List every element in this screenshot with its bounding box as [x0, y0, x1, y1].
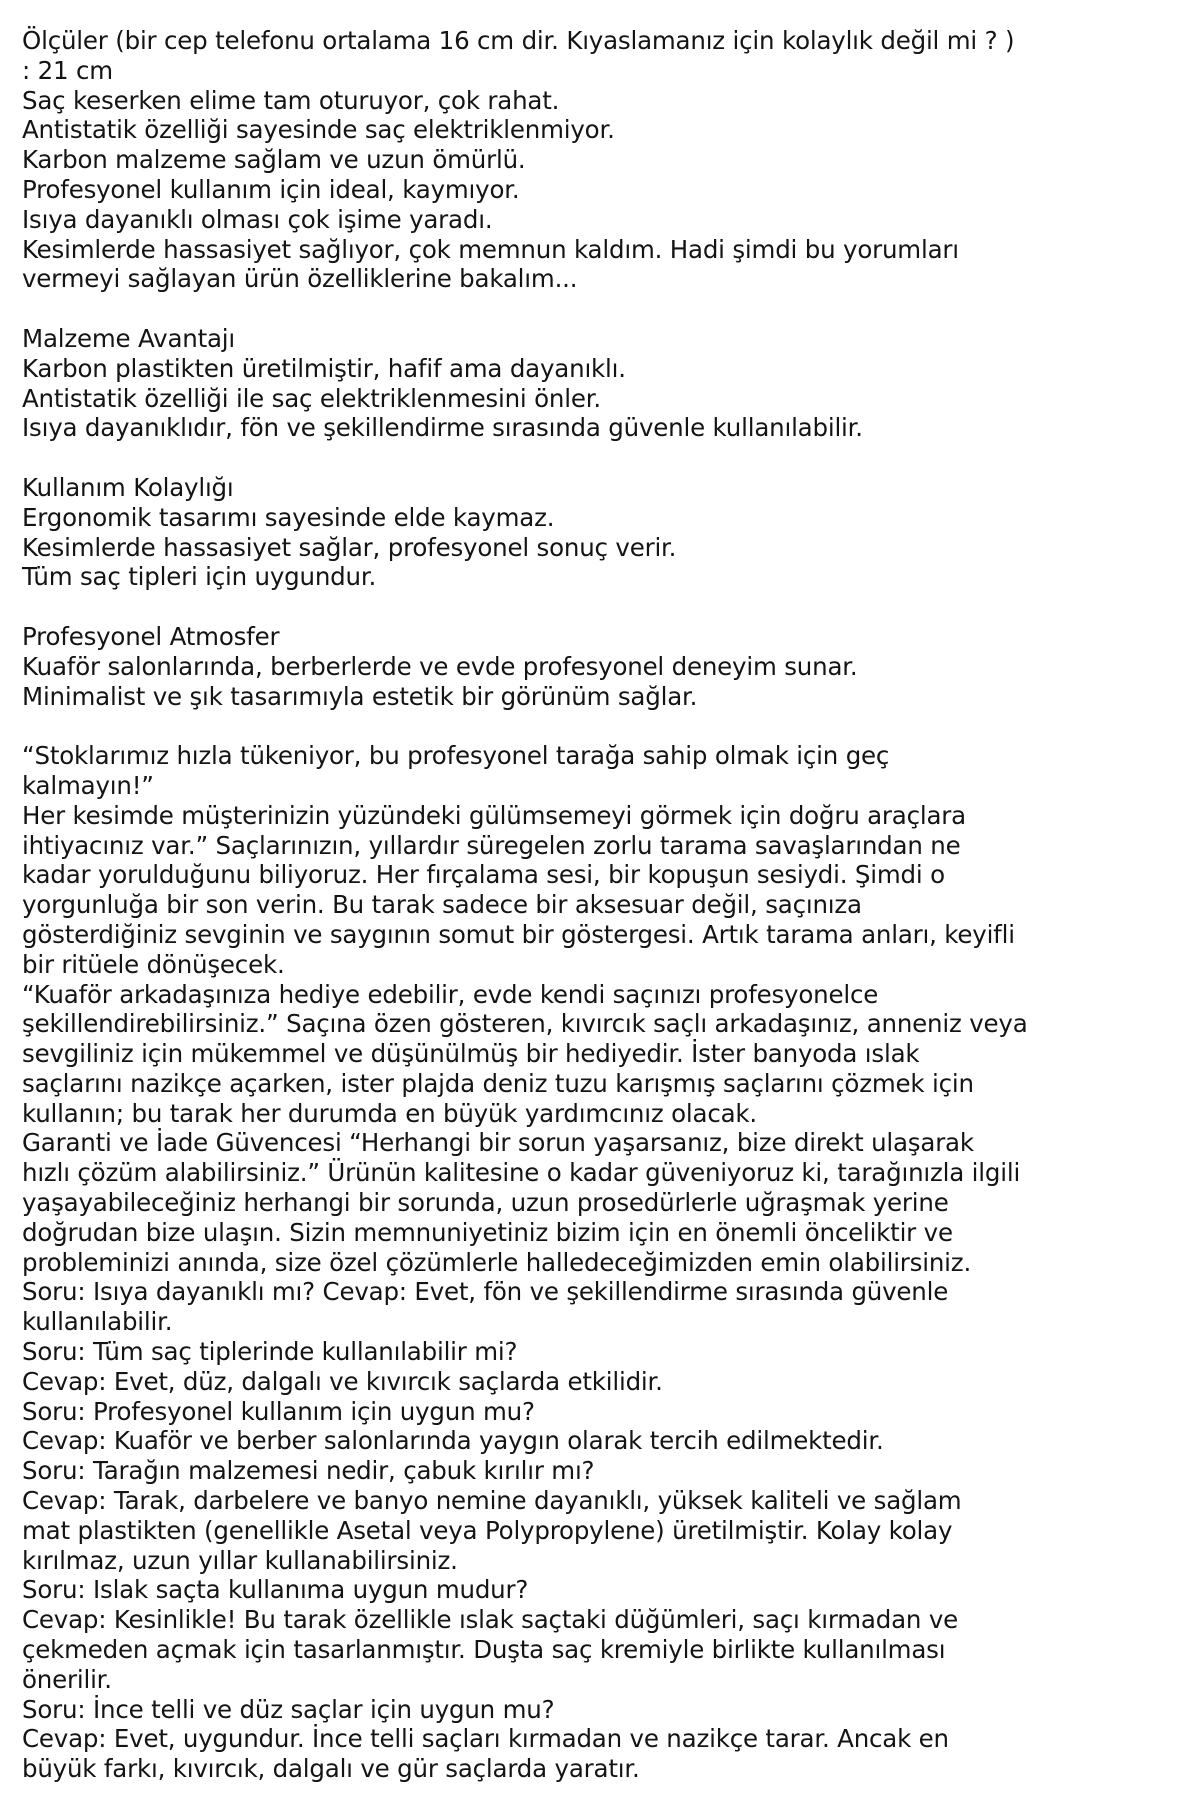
- intro-line: Antistatik özelliği sayesinde saç elektriklenmiyor.: [22, 115, 615, 145]
- faq-line: Soru: Islak saçta kullanıma uygun mudur?: [22, 1575, 529, 1605]
- paragraph-gap: [22, 443, 1180, 473]
- material-title: Malzeme Avantajı: [22, 323, 236, 353]
- story-line: “Stoklarımız hızla tükeniyor, bu profesyonel tarağa sahip olmak için geç: [22, 741, 890, 771]
- faq-line: Soru: Profesyonel kullanım için uygun mu?: [22, 1396, 535, 1426]
- faq-line: Cevap: Tarak, darbelere ve banyo nemine dayanıklı, yüksek kaliteli ve sağlam: [22, 1486, 962, 1516]
- intro-line: Saç keserken elime tam oturuyor, çok rahat.: [22, 85, 560, 115]
- story-line: “Kuaför arkadaşınıza hediye edebilir, evde kendi saçınızı profesyonelce: [22, 979, 879, 1009]
- faq-line: Soru: İnce telli ve düz saçlar için uygun mu?: [22, 1694, 555, 1724]
- intro-section: [22, 26, 1180, 294]
- material-line: Antistatik özelliği ile saç elektriklenmesini önler.: [22, 383, 601, 413]
- atmosphere-line: Kuaför salonlarında, berberlerde ve evde profesyonel deneyim sunar.: [22, 651, 858, 681]
- intro-line: vermeyi sağlayan ürün özelliklerine bakalım...: [22, 264, 578, 294]
- faq-line: kullanılabilir.: [22, 1307, 173, 1337]
- material-line: Karbon plastikten üretilmiştir, hafif ama dayanıklı.: [22, 353, 626, 383]
- intro-line: Karbon malzeme sağlam ve uzun ömürlü.: [22, 145, 526, 175]
- story-line: gösterdiğiniz sevginin ve saygının somut bir göstergesi. Artık tarama anları, keyifli: [22, 919, 1015, 949]
- faq-line: Cevap: Kesinlikle! Bu tarak özellikle ıslak saçtaki düğümleri, saçı kırmadan ve: [22, 1605, 958, 1635]
- story-line: sevgiliniz için mükemmel ve düşünülmüş bir hediyedir. İster banyoda ıslak: [22, 1039, 920, 1069]
- atmosphere-section: [22, 622, 1180, 711]
- faq-line: Cevap: Evet, düz, dalgalı ve kıvırcık saçlarda etkilidir.: [22, 1366, 663, 1396]
- faq-line: Cevap: Evet, uygundur. İnce telli saçları kırmadan ve nazikçe tarar. Ancak en: [22, 1724, 949, 1754]
- intro-line: Profesyonel kullanım için ideal, kaymıyor.: [22, 174, 520, 204]
- material-section: [22, 324, 1180, 443]
- intro-line: Kesimlerde hassasiyet sağlıyor, çok memnun kaldım. Hadi şimdi bu yorumları: [22, 234, 959, 264]
- intro-line: Isıya dayanıklı olması çok işime yaradı.: [22, 204, 493, 234]
- story-line: Her kesimde müşterinizin yüzündeki gülümsemeyi görmek için doğru araçlara: [22, 800, 966, 830]
- story-section: [22, 741, 1180, 1277]
- story-line: doğrudan bize ulaşın. Sizin memnuniyetiniz bizim için en önemli önceliktir ve: [22, 1217, 953, 1247]
- faq-line: Cevap: Kuaför ve berber salonlarında yaygın olarak tercih edilmektedir.: [22, 1426, 884, 1456]
- usability-section: [22, 473, 1180, 592]
- story-line: kullanın; bu tarak her durumda en büyük yardımcınız olacak.: [22, 1098, 757, 1128]
- material-line: Isıya dayanıklıdır, fön ve şekillendirme sırasında güvenle kullanılabilir.: [22, 413, 863, 443]
- faq-line: mat plastikten (genellikle Asetal veya Polypropylene) üretilmiştir. Kolay kolay: [22, 1515, 953, 1545]
- story-line: probleminizi anında, size özel çözümlerle halledeceğimizden emin olabilirsiniz.: [22, 1247, 972, 1277]
- story-line: ihtiyacınız var.” Saçlarınızın, yıllardır süregelen zorlu tarama savaşlarından ne: [22, 830, 961, 860]
- intro-line: : 21 cm: [22, 55, 113, 85]
- atmosphere-line: Minimalist ve şık tasarımıyla estetik bir görünüm sağlar.: [22, 681, 698, 711]
- faq-line: Soru: Isıya dayanıklı mı? Cevap: Evet, fön ve şekillendirme sırasında güvenle: [22, 1277, 949, 1307]
- faq-line: önerilir.: [22, 1664, 112, 1694]
- usability-line: Kesimlerde hassasiyet sağlar, profesyonel sonuç verir.: [22, 532, 677, 562]
- paragraph-gap: [22, 711, 1180, 741]
- story-line: yaşayabileceğiniz herhangi bir sorunda, uzun prosedürlerle uğraşmak yerine: [22, 1188, 949, 1218]
- usability-title: Kullanım Kolaylığı: [22, 472, 234, 502]
- faq-line: çekmeden açmak için tasarlanmıştır. Duşta saç kremiyle birlikte kullanılması: [22, 1635, 946, 1665]
- story-line: hızlı çözüm alabilirsiniz.” Ürünün kalitesine o kadar güveniyoruz ki, tarağınızla ilgili: [22, 1158, 1021, 1188]
- story-line: saçlarını nazikçe açarken, ister plajda deniz tuzu karışmış saçlarını çözmek için: [22, 1068, 974, 1098]
- paragraph-gap: [22, 294, 1180, 324]
- intro-line: Ölçüler (bir cep telefonu ortalama 16 cm dir. Kıyaslamanız için kolaylık değil mi ? ): [22, 26, 1015, 55]
- story-line: bir ritüele dönüşecek.: [22, 949, 285, 979]
- story-line: yorgunluğa bir son verin. Bu tarak sadece bir aksesuar değil, saçınıza: [22, 890, 862, 920]
- faq-line: büyük farkı, kıvırcık, dalgalı ve gür saçlarda yaratır.: [22, 1754, 640, 1784]
- story-line: Garanti ve İade Güvencesi “Herhangi bir sorun yaşarsanız, bize direkt ulaşarak: [22, 1128, 974, 1158]
- story-line: kadar yorulduğunu biliyoruz. Her fırçalama sesi, bir kopuşun sesiydi. Şimdi o: [22, 860, 945, 890]
- atmosphere-title: Profesyonel Atmosfer: [22, 621, 280, 651]
- story-line: kalmayın!”: [22, 770, 154, 800]
- story-line: şekillendirebilirsiniz.” Saçına özen gösteren, kıvırcık saçlı arkadaşınız, anneniz veya: [22, 1009, 1028, 1039]
- faq-line: kırılmaz, uzun yıllar kullanabilirsiniz.: [22, 1545, 458, 1575]
- faq-line: Soru: Tarağın malzemesi nedir, çabuk kırılır mı?: [22, 1456, 595, 1486]
- faq-section: [22, 1277, 1180, 1784]
- usability-line: Tüm saç tipleri için uygundur.: [22, 562, 377, 592]
- faq-line: Soru: Tüm saç tiplerinde kullanılabilir mi?: [22, 1337, 518, 1367]
- usability-line: Ergonomik tasarımı sayesinde elde kaymaz.: [22, 502, 555, 532]
- paragraph-gap: [22, 592, 1180, 622]
